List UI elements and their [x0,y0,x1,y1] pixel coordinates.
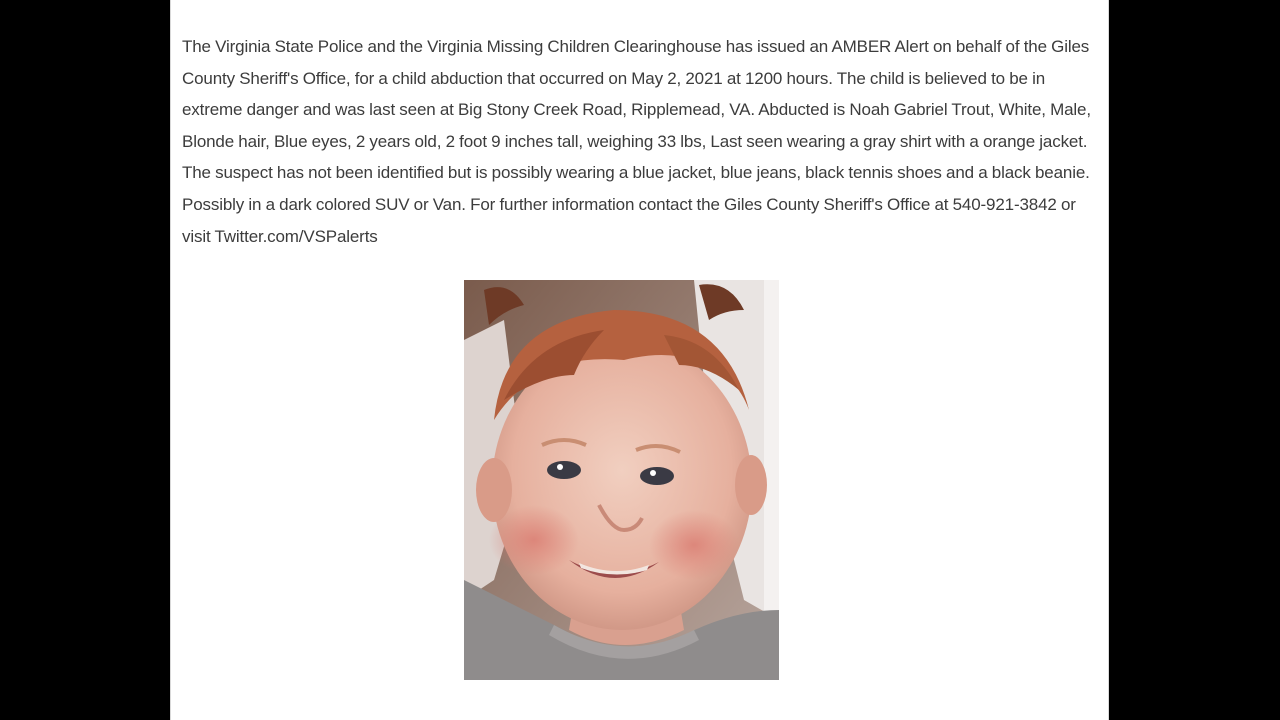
alert-description: The Virginia State Police and the Virginia Missing Children Clearinghouse has issued an AMBER Alert on behalf of the Giles County Sheriff's Office, for a child abduction that occurred on May 2, 2021 at 1200 hours. The child is believed to be in extreme danger and was last seen at Big Stony Creek Road, Ripplemead, VA. Abducted is Noah Gabriel Trout, White, Male, Blonde hair, Blue eyes, 2 years old, 2 foot 9 inches tall, weighing 33 lbs, Last seen wearing a gray shirt with a orange jacket. The suspect has not been identified but is possibly wearing a blue jacket, blue jeans, black tennis shoes and a black beanie. Possibly in a dark colored SUV or Van. For further information contact the Giles County Sheriff's Office at 540-921-3842 or visit Twitter.com/VSPalerts [182,37,1091,246]
alert-page [170,0,1109,720]
child-photo [464,280,779,680]
